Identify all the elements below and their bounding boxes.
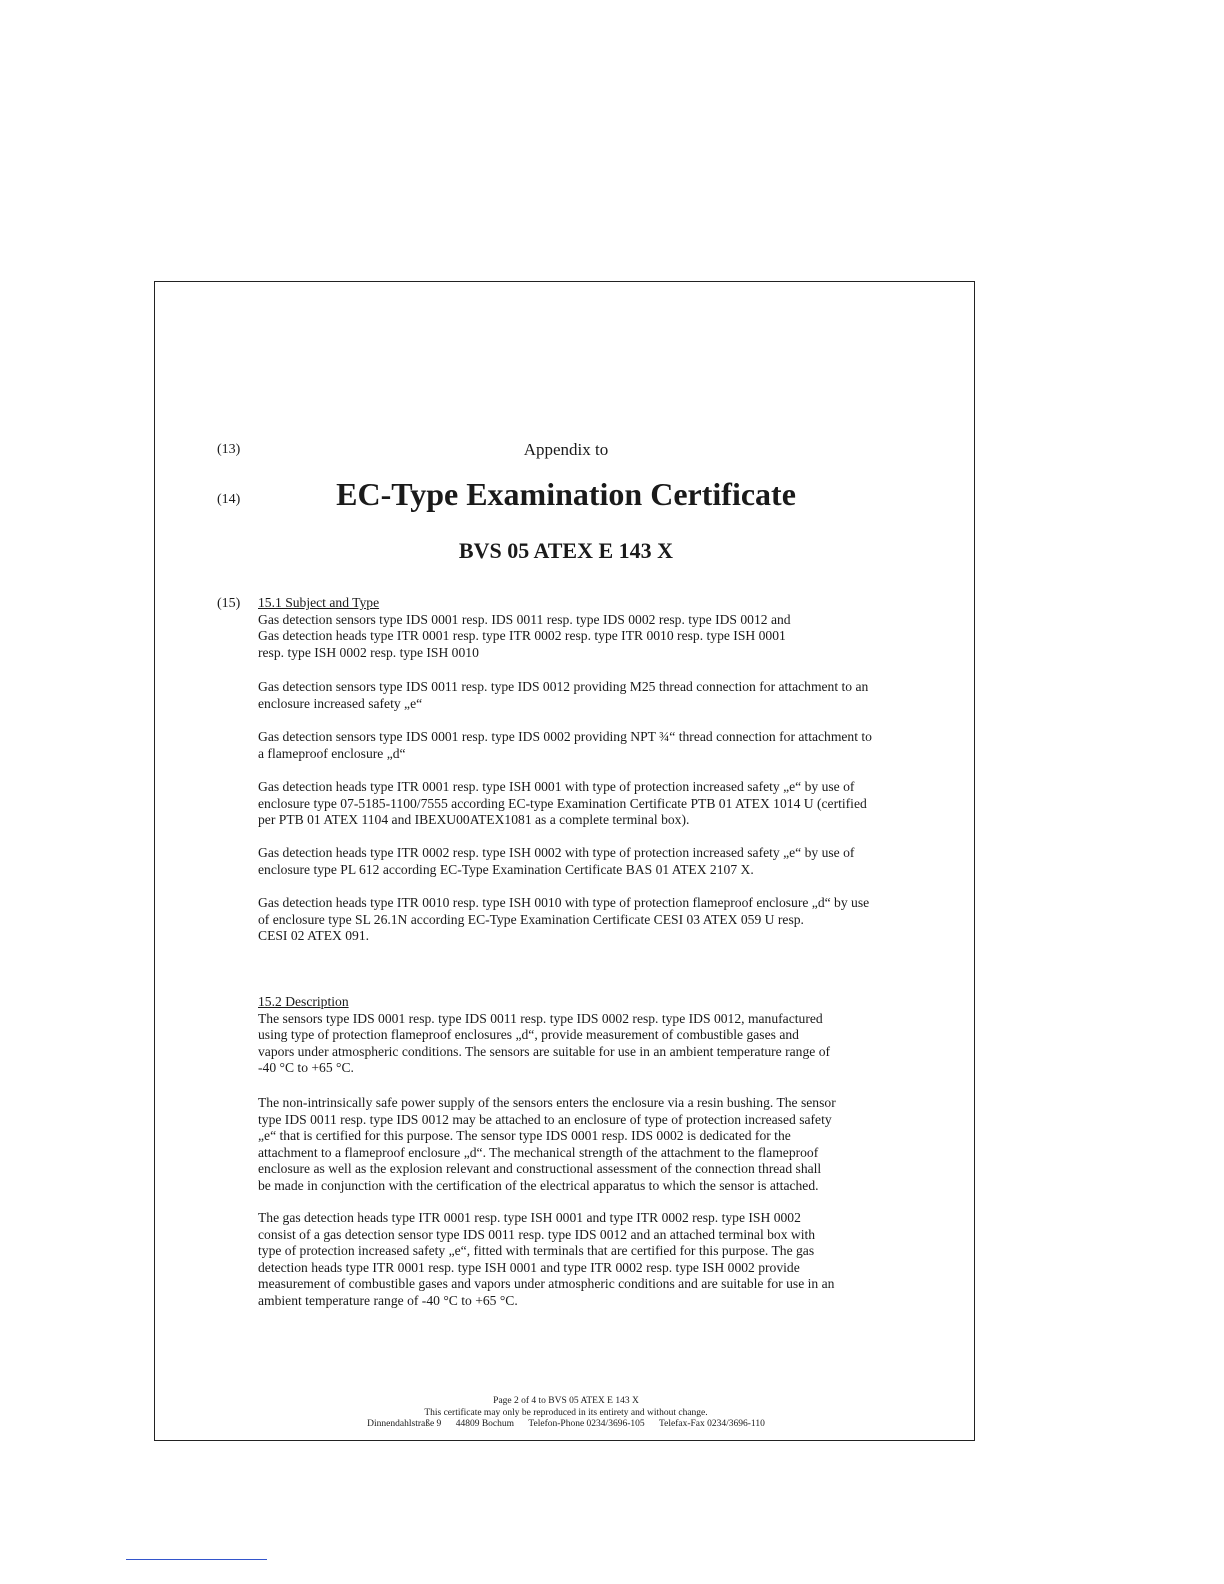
paragraph	[258, 1095, 918, 1195]
section-15-1	[258, 595, 918, 661]
text-line: using type of protection flameproof enclosures „d“, provide measurement of combustible gases and	[258, 1027, 799, 1043]
reproduction-notice: This certificate may only be reproduced in its entirety and without change.	[424, 1407, 708, 1418]
paragraph	[258, 679, 918, 712]
text-line: resp. type ISH 0002 resp. type ISH 0010	[258, 644, 479, 660]
text-line: Gas detection heads type ITR 0001 resp. type ITR 0002 resp. type ITR 0010 resp. type ISH 0001	[258, 628, 786, 644]
text-line: Gas detection sensors type IDS 0001 resp. IDS 0011 resp. type IDS 0002 resp. type IDS 0012 and	[258, 611, 791, 627]
text-line: Gas detection sensors type IDS 0011 resp. type IDS 0012 providing M25 thread connection for attachment to an	[258, 679, 869, 694]
appendix-label: Appendix to	[523, 440, 609, 459]
text-line: -40 °C to +65 °C.	[258, 1060, 354, 1076]
text-line: enclosure type PL 612 according EC-Type Examination Certificate BAS 01 ATEX 2107 X.	[258, 861, 754, 877]
text-line: consist of a gas detection sensor type IDS 0011 resp. type IDS 0012 and an attached terminal box with	[258, 1226, 816, 1242]
text-line: a flameproof enclosure „d“	[258, 745, 406, 761]
text-line: vapors under atmospheric conditions. The sensors are suitable for use in an ambient temperature range of	[258, 1043, 831, 1059]
text-line: of enclosure type SL 26.1N according EC-Type Examination Certificate CESI 03 ATEX 059 U resp.	[258, 911, 804, 927]
text-line: „e“ that is certified for this purpose. The sensor type IDS 0001 resp. IDS 0002 is dedicated for the	[258, 1128, 791, 1144]
paragraph	[258, 612, 918, 662]
text-line: enclosure increased safety „e“	[258, 695, 423, 711]
paragraph	[258, 779, 918, 829]
text-line: Gas detection heads type ITR 0002 resp. type ISH 0002 with type of protection increased safety „e“ by use of	[258, 845, 855, 860]
paragraph	[258, 1210, 918, 1310]
phone: Telefon-Phone 0234/3696-105	[528, 1419, 645, 1429]
text-line: ambient temperature range of -40 °C to +65 °C.	[258, 1292, 518, 1308]
text-line: detection heads type ITR 0001 resp. type ISH 0001 and type ITR 0002 resp. type ISH 0002 provide	[258, 1259, 800, 1275]
text-line: measurement of combustible gases and vapors under atmospheric conditions and are suitable for use in an	[258, 1276, 835, 1292]
page-number: Page 2 of 4 to BVS 05 ATEX E 143 X	[493, 1396, 639, 1406]
street: Dinnendahlstraße 9	[367, 1419, 442, 1429]
text-line: attachment to a flameproof enclosure „d“. The mechanical strength of the attachment to the flameproof	[258, 1144, 819, 1160]
paragraph	[258, 845, 918, 878]
text-line: be made in conjunction with the certification of the electrical apparatus to which the sensor is attached.	[258, 1177, 819, 1193]
text-line: type IDS 0011 resp. type IDS 0012 may be attached to an enclosure of type of protection increased safety	[258, 1111, 832, 1127]
section-15-2	[258, 994, 918, 1077]
document-title: EC-Type Examination Certificate	[336, 476, 796, 512]
text-line: enclosure type 07-5185-1100/7555 according EC-type Examination Certificate PTB 01 ATEX 1014 U (certified	[258, 795, 867, 811]
text-line: The gas detection heads type ITR 0001 resp. type ISH 0001 and type ITR 0002 resp. type ISH 0002	[258, 1210, 801, 1225]
marker-14: (14)	[217, 492, 241, 507]
section-heading: 15.2 Description	[258, 994, 349, 1009]
text-line: The non-intrinsically safe power supply of the sensors enters the enclosure via a resin bushing. The sensor	[258, 1095, 836, 1110]
text-line: Gas detection heads type ITR 0010 resp. type ISH 0010 with type of protection flameproof enclosure „d“ by use	[258, 895, 870, 910]
paragraph	[258, 895, 918, 945]
page-footer	[0, 1396, 1132, 1431]
text-line: type of protection increased safety „e“, fitted with terminals that are certified for this purpose. The gas	[258, 1243, 815, 1259]
marker-15: (15)	[217, 596, 241, 611]
paragraph	[258, 729, 918, 762]
certificate-number: BVS 05 ATEX E 143 X	[458, 538, 674, 563]
text-line: Gas detection sensors type IDS 0001 resp. type IDS 0002 providing NPT ¾“ thread connection for attachment to	[258, 729, 872, 744]
text-line: enclosure as well as the explosion relevant and constructional assessment of the connection thread shall	[258, 1161, 822, 1177]
bottom-rule	[126, 1559, 267, 1560]
text-line: Gas detection heads type ITR 0001 resp. type ISH 0001 with type of protection increased safety „e“ by use of	[258, 779, 855, 794]
city: 44809 Bochum	[455, 1419, 515, 1429]
fax: Telefax-Fax 0234/3696-110	[658, 1419, 765, 1429]
paragraph	[258, 1011, 918, 1077]
address-line	[0, 1419, 1132, 1431]
section-heading: 15.1 Subject and Type	[258, 595, 380, 610]
marker-13: (13)	[217, 442, 241, 457]
text-line: per PTB 01 ATEX 1104 and IBEXU00ATEX1081 as a complete terminal box).	[258, 812, 690, 828]
text-line: CESI 02 ATEX 091.	[258, 928, 370, 944]
text-line: The sensors type IDS 0001 resp. type IDS 0011 resp. type IDS 0002 resp. type IDS 0012, manufactured	[258, 1010, 823, 1026]
